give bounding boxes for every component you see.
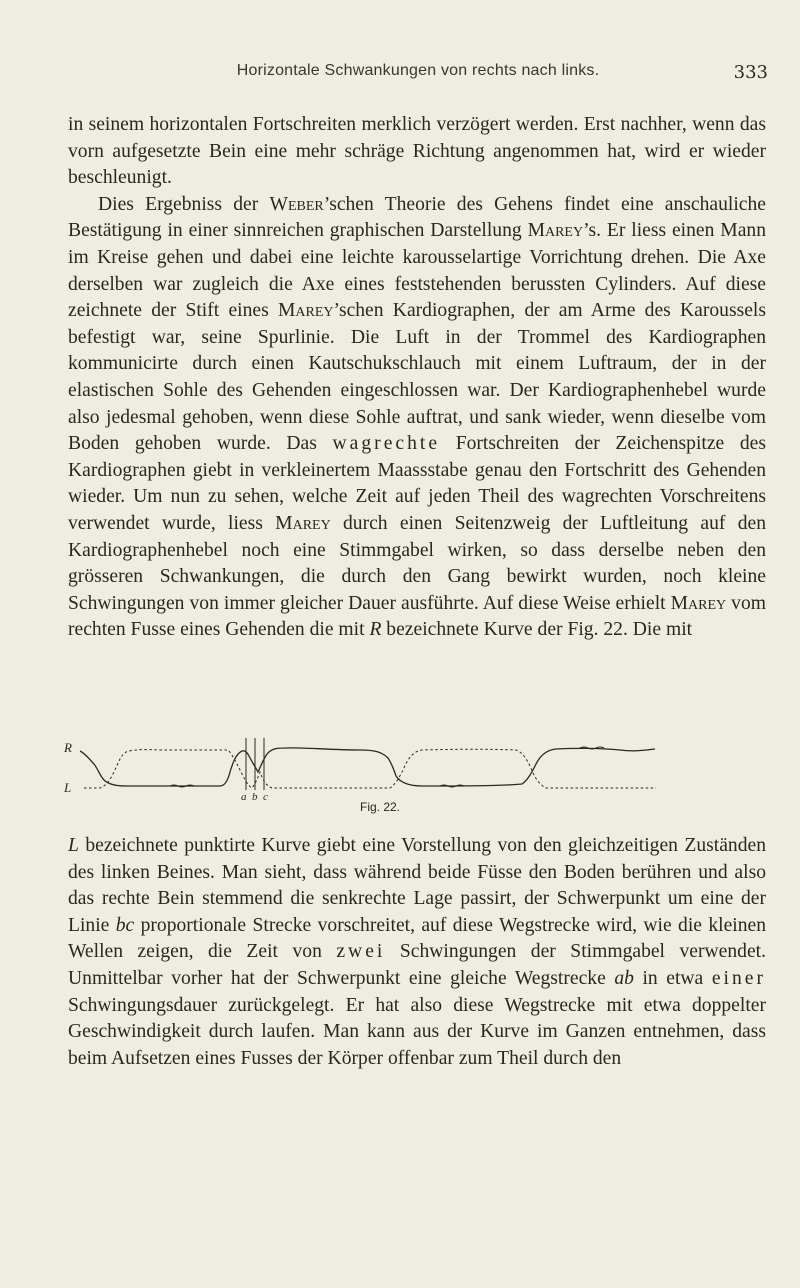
text-run: vom rechten Fusse eines Gehenden die mit xyxy=(68,592,767,641)
text-run: Schwingungen der Stimmgabel verwendet. Unmittelbar vorher hat der Schwerpunkt eine gleiche Wegstrecke xyxy=(68,941,766,989)
text-run: proportionale Strecke vorschreitet, auf diese Wegstrecke wird, wie die kleinen Wellen zeigen, die Zeit von xyxy=(68,914,767,963)
text-block-upper xyxy=(68,112,766,644)
paragraph xyxy=(68,192,766,644)
figure-caption: Fig. 22. xyxy=(359,800,401,814)
paragraph xyxy=(68,112,766,192)
text-run: Schwingungsdauer zurückgelegt. Er hat also diese Wegstrecke mit etwa doppelter Geschwindigkeit durch laufen. Man kann aus der Kurve im Ganzen entnehmen, dass beim Aufsetzen eines Fusses der Körper offenbar zum Theil durch den xyxy=(68,994,766,1069)
text-run: Fortschreiten der Zeichenspitze des Kardiographen giebt in verkleinertem Maassstabe genau den Fortschritt des Gehenden wieder. Um nun zu sehen, welche Zeit auf jeden Theil des wagrechten Vorschreitens verwendet wurde, liess xyxy=(68,433,766,534)
author-name: Marey xyxy=(277,300,334,322)
paragraph xyxy=(68,833,766,1072)
text-run: durch einen Seitenzweig der Luftleitung auf den Kardiographenhebel noch eine Stimmgabel wirken, so dass derselbe neben den grösseren Schwankungen, die durch den Gang bewirkt wurden, noch kleine Schwingungen von immer gleicher Dauer ausführte. Auf diese Weise erhielt xyxy=(68,512,766,614)
emphasis-spaced: wagrechte xyxy=(332,433,441,455)
label-a: a xyxy=(241,791,247,800)
figure-22 xyxy=(60,736,700,826)
text-block-lower xyxy=(68,833,766,1072)
text-run: bezeichnete Kurve der Fig. 22. Die mit xyxy=(381,619,693,641)
text-run: bezeichnete punktirte Kurve giebt eine Vorstellung von den gleichzeitigen Zuständen des linken Beines. Man sieht, dass während beide Füsse den Boden berühren und also das rechte Bein stemmend die senkrechte Lage passirt, der Schwerpunkt um eine der Linie xyxy=(68,835,766,936)
gait-curve-diagram xyxy=(60,736,700,800)
author-name: Weber xyxy=(269,193,324,215)
label-l: L xyxy=(64,780,72,795)
text-run: ’schen Theorie des Gehens findet eine anschauliche Bestätigung in einer sinnreichen graphischen Darstellung xyxy=(68,193,766,242)
author-name: Marey xyxy=(275,512,331,534)
page-header xyxy=(68,62,768,92)
label-c: c xyxy=(263,791,268,800)
running-title: Horizontale Schwankungen von rechts nach links. xyxy=(236,62,600,79)
curve-l xyxy=(84,749,656,788)
emphasis-spaced: einer xyxy=(711,967,766,989)
curve-label-ref: L xyxy=(68,835,79,856)
line-ref: bc xyxy=(115,914,135,936)
text-run: ’s. Er liess einen Mann im Kreise gehen und dabei eine leichte karousselartige Vorrichtung drehen. Die Axe derselben war zugleich die Axe eines feststehenden berussten Cylinders. Auf diese zeichnete der Stift eines xyxy=(68,220,766,322)
text-run: Dies Ergebniss der xyxy=(98,193,270,215)
text-run: in seinem horizontalen Fortschreiten merklich verzögert werden. Erst nachher, wenn das vorn aufgesetzte Bein eine mehr schräge Richtung angenommen hat, wird er wieder beschleunigt. xyxy=(68,114,766,189)
page-number: 333 xyxy=(733,62,768,83)
tuning-fork-waves xyxy=(170,747,604,787)
emphasis-spaced: zwei xyxy=(336,941,386,963)
label-r: R xyxy=(64,740,72,755)
curve-label-ref: R xyxy=(369,619,382,641)
label-b: b xyxy=(252,791,258,800)
curve-r xyxy=(80,748,655,786)
text-run: in etwa xyxy=(633,967,712,989)
line-ref: ab xyxy=(614,967,634,989)
author-name: Marey xyxy=(527,220,584,242)
author-name: Marey xyxy=(670,592,727,614)
text-run: ’schen Kardiographen, der am Arme des Karoussels befestigt war, seine Spurlinie. Die Luft in der Trommel des Kardiographen kommunicirte durch einen Kautschukschlauch mit einem Luftraum, der in der elastischen Sohle des Gehenden eingeschlossen war. Der Kardiographenhebel wurde also jedesmal gehoben, wenn diese Sohle auftrat, und sank wieder, wenn dieselbe vom Boden gehoben wurde. Das xyxy=(68,300,766,455)
